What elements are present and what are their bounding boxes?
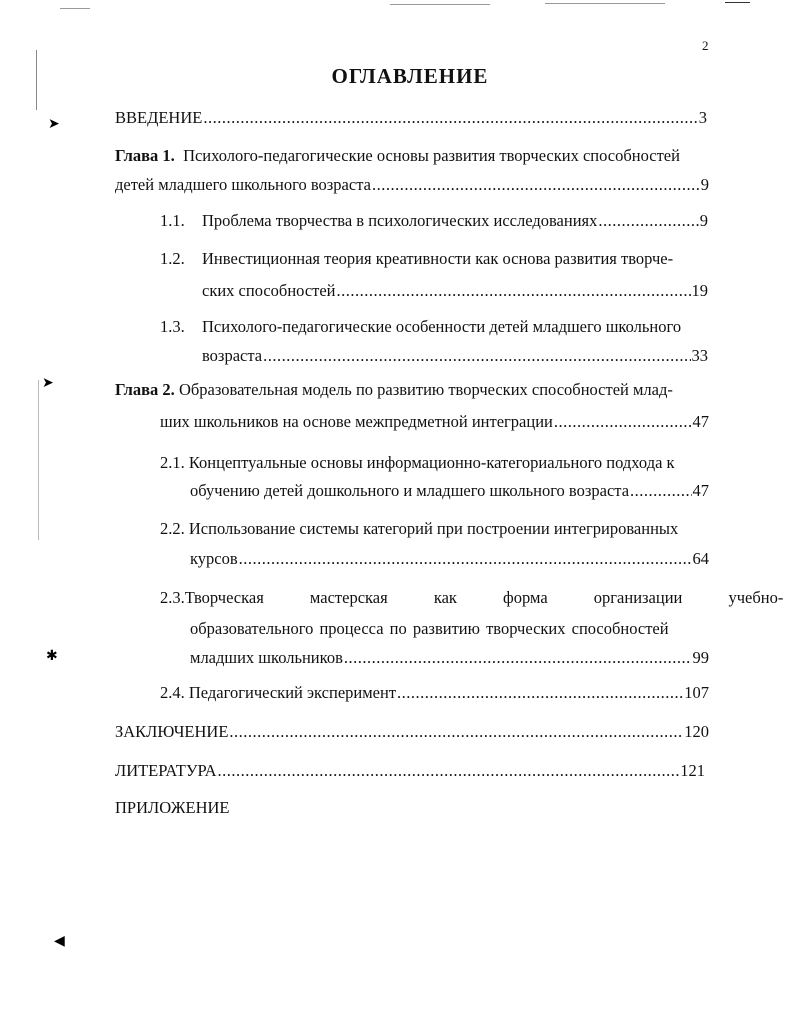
toc-page: 33	[691, 346, 708, 365]
page-number: 2	[702, 38, 709, 53]
binding-mark-icon: ➤	[48, 117, 60, 132]
toc-number: 1.3.	[160, 317, 185, 336]
toc-entry-conclusion[interactable]	[115, 722, 709, 742]
toc-label: курсов	[190, 549, 238, 568]
page-title: ОГЛАВЛЕНИЕ	[331, 64, 489, 88]
toc-label: обучению детей дошкольного и младшего школьного возраста	[190, 481, 630, 500]
toc-entry-chapter-1[interactable]	[115, 146, 709, 166]
toc-label: детей младшего школьного возраста	[115, 175, 371, 194]
scan-artifact	[390, 4, 490, 5]
scan-artifact	[38, 380, 39, 540]
toc-label: ЗАКЛЮЧЕНИЕ	[115, 722, 229, 741]
toc-entry-1-2-cont[interactable]	[202, 281, 708, 301]
toc-label: Использование системы категорий при построении интегрированных	[188, 519, 679, 538]
toc-page: 64	[692, 549, 709, 568]
toc-entry-introduction[interactable]	[115, 108, 707, 128]
toc-number: 2.2.	[160, 519, 185, 538]
toc-entry-1-3[interactable]	[160, 317, 709, 337]
toc-label: Инвестиционная теория креативности как основа развития творче-	[202, 249, 674, 268]
toc-entry-2-2[interactable]	[160, 519, 709, 539]
toc-label: ских способностей	[202, 281, 336, 300]
toc-page: 47	[692, 412, 709, 431]
toc-page: 99	[692, 648, 709, 667]
toc-entry-chapter-2-cont[interactable]	[160, 412, 709, 432]
toc-page: 3	[698, 108, 707, 127]
toc-label: Творческая мастерская как форма организации учебно-	[184, 588, 784, 607]
toc-entry-2-3[interactable]	[160, 588, 784, 608]
toc-number: 2.4.	[160, 683, 185, 702]
toc-page: 121	[680, 761, 705, 780]
toc-label: ших школьников на основе межпредметной интеграции	[160, 412, 553, 431]
toc-entry-appendix[interactable]	[115, 798, 229, 818]
toc-entry-2-2-cont[interactable]	[190, 549, 709, 569]
toc-number: 1.1.	[160, 211, 185, 230]
toc-number: Глава 1.	[115, 146, 175, 165]
binding-mark-icon: ✱	[46, 649, 58, 664]
toc-entry-2-3-cont[interactable]	[190, 619, 709, 639]
toc-label: Педагогический эксперимент	[188, 683, 397, 702]
scan-artifact	[725, 2, 750, 3]
toc-label: Проблема творчества в психологических исследованиях	[202, 211, 598, 230]
toc-page: 47	[692, 481, 709, 500]
toc-entry-1-1[interactable]	[160, 211, 708, 231]
toc-label: ЛИТЕРАТУРА	[115, 761, 217, 780]
toc-label: Концептуальные основы информационно-категориального подхода к	[188, 453, 675, 472]
toc-number: 2.3.	[160, 588, 185, 607]
toc-page: 19	[691, 281, 708, 300]
toc-entry-2-1-cont[interactable]	[190, 481, 709, 501]
toc-label: младших школьников	[190, 648, 343, 667]
toc-entry-2-4[interactable]	[160, 683, 709, 703]
toc-page: 120	[684, 722, 709, 741]
toc-label: возраста	[202, 346, 263, 365]
binding-mark-icon: ◀	[54, 934, 65, 949]
toc-label: ПРИЛОЖЕНИЕ	[115, 798, 230, 817]
toc-label: Психолого-педагогические особенности детей младшего школьного	[202, 317, 682, 336]
toc-page: 9	[700, 175, 709, 194]
toc-entry-2-1[interactable]	[160, 453, 709, 473]
toc-entry-1-3-cont[interactable]	[202, 346, 708, 366]
toc-entry-chapter-2[interactable]	[115, 380, 709, 400]
scan-artifact	[60, 8, 90, 9]
scan-artifact	[545, 3, 665, 4]
toc-label: Образовательная модель по развитию творческих способностей млад-	[178, 380, 673, 399]
toc-label: образовательного процесса по развитию творческих способностей	[190, 619, 669, 638]
toc-number: Глава 2.	[115, 380, 175, 399]
toc-number: 2.1.	[160, 453, 185, 472]
toc-label: ВВЕДЕНИЕ	[115, 108, 203, 127]
toc-page: 107	[684, 683, 709, 702]
toc-page: 9	[699, 211, 708, 230]
toc-entry-2-3-cont2[interactable]	[190, 648, 709, 668]
toc-entry-literature[interactable]	[115, 761, 705, 781]
toc-number: 1.2.	[160, 249, 185, 268]
binding-mark-icon: ➤	[42, 376, 54, 391]
toc-entry-chapter-1-cont[interactable]	[115, 175, 709, 195]
toc-label: Психолого-педагогические основы развития творческих способностей	[183, 146, 680, 165]
toc-entry-1-2[interactable]	[160, 249, 709, 269]
